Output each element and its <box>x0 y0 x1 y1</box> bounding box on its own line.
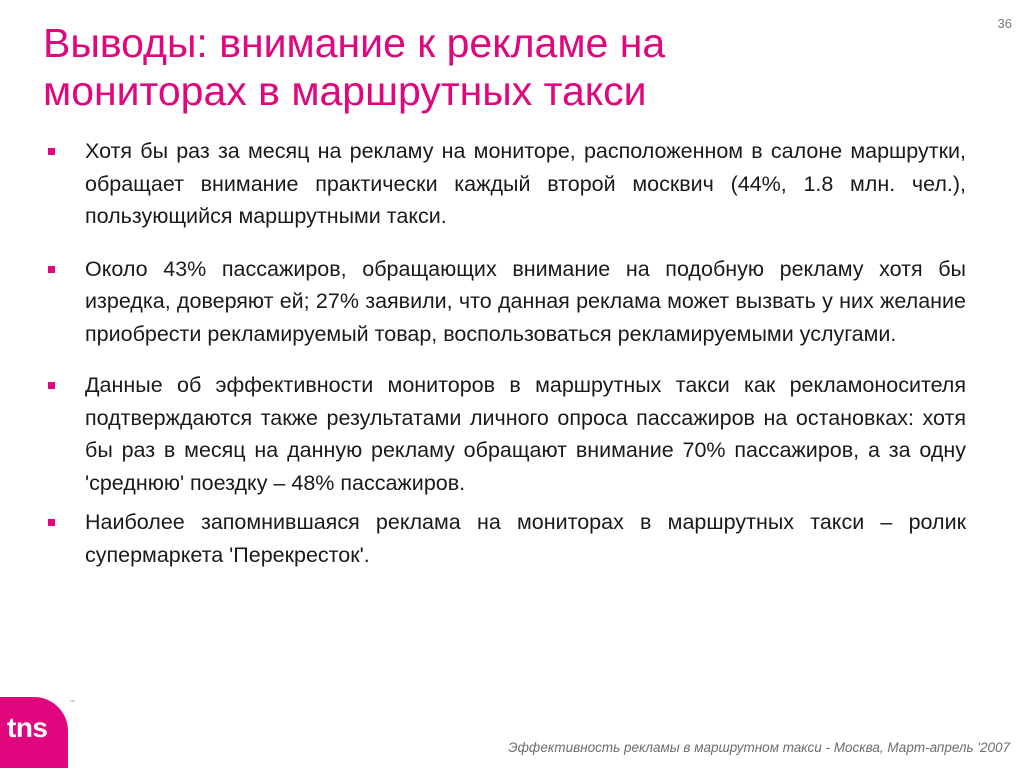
square-bullet-icon <box>48 148 55 155</box>
footer-caption: Эффективность рекламы в маршрутном такси - Москва, Март-апрель '2007 <box>508 740 1010 755</box>
tns-logo-text: tns <box>7 712 48 743</box>
square-bullet-icon <box>48 266 55 273</box>
slide-title <box>43 19 963 115</box>
bullet-item <box>48 369 966 499</box>
trademark-mark: ™ <box>69 700 75 706</box>
bullet-text: Наиболее запомнившаяся реклама на мониторах в маршрутных такси – ролик супермаркета 'Перекресток'. <box>85 510 966 567</box>
bullet-list <box>48 135 966 571</box>
bullet-item <box>48 506 966 571</box>
square-bullet-icon <box>48 519 55 526</box>
bullet-item <box>48 135 966 233</box>
bullet-text: Данные об эффективности мониторов в маршрутных такси как рекламоносителя подтверждаются также результатами личного опроса пассажиров на остановках: хотя бы раз в месяц на данную рекламу обращают внимание 70% пассажиров, а за одну 'среднюю' поездку – 48% пассажиров. <box>85 373 966 495</box>
bullet-text: Около 43% пассажиров, обращающих внимание на подобную рекламу хотя бы изредка, доверяют ей; 27% заявили, что данная реклама может вызвать у них желание приобрести рекламируемый товар, воспользоваться рекламируемыми услугами. <box>85 256 966 346</box>
tns-logo <box>0 697 68 768</box>
bullet-text: Хотя бы раз за месяц на рекламу на мониторе, расположенном в салоне маршрутки, обращает внимание практически каждый второй москвич (44%, 1.8 млн. чел.), пользующийся маршрутными такси. <box>85 139 966 228</box>
slide-title-line-1: Выводы: внимание к рекламе на <box>43 20 666 66</box>
square-bullet-icon <box>48 382 55 389</box>
slide-title-line-2: мониторах в маршрутных такси <box>43 68 647 114</box>
bullet-item <box>48 253 966 351</box>
page-number: 36 <box>997 16 1012 31</box>
